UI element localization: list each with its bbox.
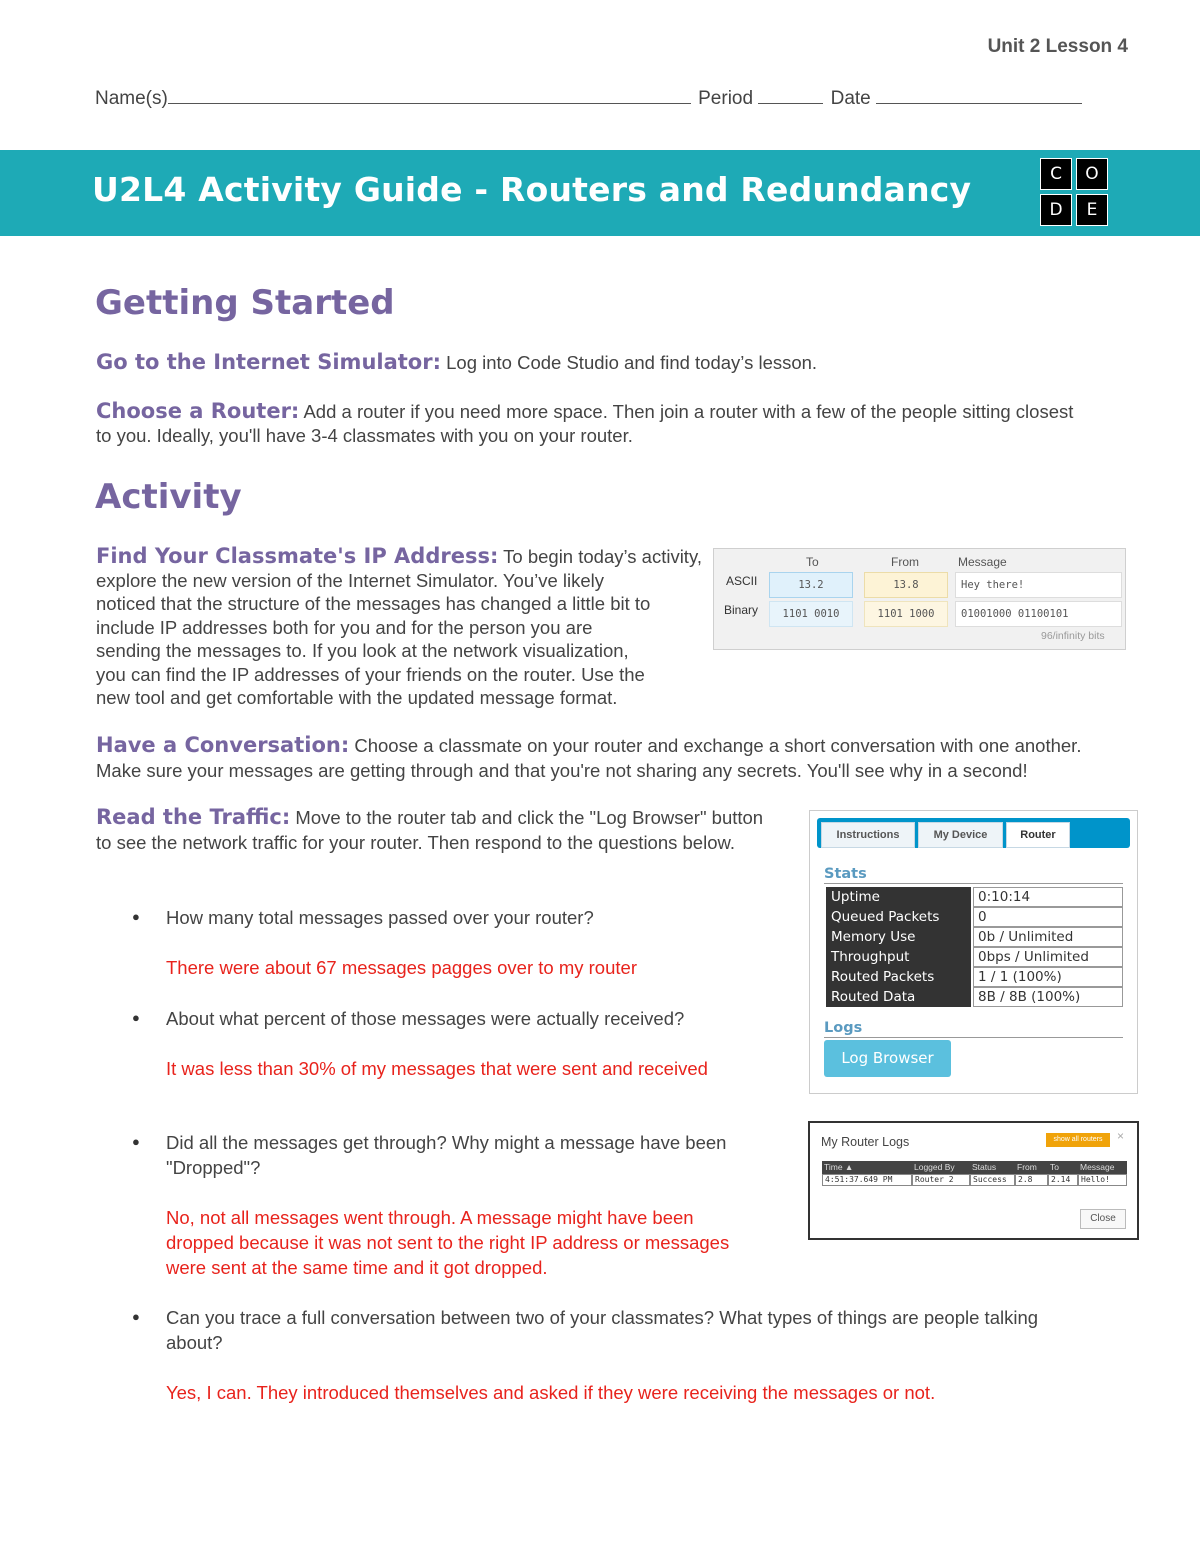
router-logs-title: My Router Logs [821, 1135, 910, 1149]
question-text: About what percent of those messages were actually received? [166, 1008, 685, 1029]
traffic-text-line1: Move to the router tab and click the "Log Browser" button [290, 807, 764, 828]
logo-letter-d: D [1040, 194, 1072, 226]
router-panel [809, 810, 1138, 1094]
question-4 [166, 1305, 1038, 1405]
stat-value: 0:10:14 [973, 887, 1123, 907]
stat-row [826, 907, 1123, 927]
message-ascii-field[interactable]: Hey there! [955, 572, 1122, 598]
period-label: Period [698, 88, 754, 109]
tab-router[interactable]: Router [1006, 822, 1070, 848]
internet-sim-text: Log into Code Studio and find today’s lesson. [440, 352, 818, 373]
stats-divider [824, 883, 1123, 884]
code-org-logo [1040, 158, 1110, 228]
question-text: "Dropped"? [166, 1157, 261, 1178]
bullet-icon: ● [132, 1309, 140, 1324]
find-ip-line: include IP addresses both for you and for the person you are [96, 616, 593, 638]
internet-sim-label: Go to the Internet Simulator: [96, 350, 441, 374]
row-binary-label: Binary [724, 603, 759, 617]
choose-router-text-line1: Add a router if you need more space. Then join a router with a few of the people sitting closest [299, 401, 1074, 422]
period-blank[interactable] [758, 87, 823, 104]
conversation-text-line1: Choose a classmate on your router and exchange a short conversation with one another. [349, 735, 1082, 756]
logs-heading: Logs [824, 1020, 863, 1036]
answer-text[interactable]: It was less than 30% of my messages that were sent and received [166, 1058, 708, 1079]
choose-router-label: Choose a Router: [96, 399, 300, 423]
stat-row [826, 927, 1123, 947]
choose-router-text-line2: to you. Ideally, you'll have 3-4 classmates with you on your router. [96, 425, 633, 446]
find-ip-line: noticed that the structure of the messages has changed a little bit to [96, 593, 651, 614]
logo-letter-e: E [1076, 194, 1108, 226]
conversation-text-line2: Make sure your messages are getting through and that you're not sharing any secrets. You'll see why in a second! [96, 760, 1028, 781]
stat-key: Uptime [826, 887, 971, 907]
date-label: Date [830, 88, 871, 109]
internet-sim-paragraph [96, 350, 817, 375]
log-header-time[interactable]: Time ▲ [822, 1161, 912, 1174]
question-3 [166, 1130, 729, 1280]
stat-value: 0bps / Unlimited [973, 947, 1123, 967]
from-binary-field[interactable]: 1101 1000 [864, 601, 948, 627]
log-header-status[interactable]: Status [970, 1161, 1015, 1174]
from-ascii-field[interactable]: 13.8 [864, 572, 948, 598]
logo-letter-o: O [1076, 158, 1108, 190]
activity-heading: Activity [95, 477, 242, 517]
message-binary-field[interactable]: 01001000 01100101 [955, 601, 1122, 627]
find-ip-line: sending the messages to. If you look at the network visualization, [96, 640, 629, 661]
answer-text[interactable]: were sent at the same time and it got dropped. [166, 1257, 548, 1278]
stat-value: 0 [973, 907, 1123, 927]
getting-started-heading: Getting Started [95, 283, 395, 323]
show-all-routers-button[interactable]: show all routers [1046, 1133, 1110, 1147]
answer-text[interactable]: Yes, I can. They introduced themselves and asked if they were receiving the messages or not. [166, 1382, 936, 1403]
log-header-from[interactable]: From [1015, 1161, 1048, 1174]
to-binary-field[interactable]: 1101 0010 [769, 601, 853, 627]
tab-instructions[interactable]: Instructions [821, 822, 915, 848]
bullet-icon: ● [132, 909, 140, 924]
row-ascii-label: ASCII [726, 574, 758, 588]
close-button[interactable]: Close [1080, 1209, 1126, 1229]
question-text: Did all the messages get through? Why might a message have been [166, 1132, 727, 1153]
conversation-paragraph [96, 733, 1081, 783]
stat-key: Memory Use [826, 927, 971, 947]
stat-row [826, 967, 1123, 987]
find-ip-paragraph [96, 544, 702, 710]
col-to-header: To [806, 555, 819, 569]
date-blank[interactable] [876, 87, 1082, 104]
stats-heading: Stats [824, 866, 867, 882]
find-ip-label: Find Your Classmate's IP Address: [96, 544, 499, 568]
log-cell-from: 2.8 [1015, 1174, 1048, 1186]
log-cell-message: Hello! [1078, 1174, 1127, 1186]
name-period-date-line [95, 87, 1082, 110]
question-text: Can you trace a full conversation between two of your classmates? What types of things are people talking [166, 1307, 1039, 1328]
stat-row [826, 987, 1123, 1007]
traffic-paragraph [96, 805, 763, 855]
log-cell-to: 2.14 [1048, 1174, 1078, 1186]
log-cell-status: Success [970, 1174, 1015, 1186]
conversation-label: Have a Conversation: [96, 733, 350, 757]
find-ip-line: explore the new version of the Internet Simulator. You’ve likely [96, 569, 605, 591]
stat-key: Throughput [826, 947, 971, 967]
to-ascii-field[interactable]: 13.2 [769, 572, 853, 598]
bullet-icon: ● [132, 1134, 140, 1149]
tab-my-device[interactable]: My Device [918, 822, 1003, 848]
stat-key: Routed Data [826, 987, 971, 1007]
unit-lesson-label: Unit 2 Lesson 4 [987, 36, 1128, 57]
question-text: about? [166, 1332, 223, 1353]
message-format-panel [713, 548, 1126, 650]
stat-key: Queued Packets [826, 907, 971, 927]
find-ip-line: new tool and get comfortable with the updated message format. [96, 687, 618, 708]
find-ip-line: To begin today’s activity, [498, 546, 702, 567]
close-icon[interactable]: × [1117, 1129, 1125, 1143]
col-message-header: Message [958, 555, 1007, 569]
log-header-to[interactable]: To [1048, 1161, 1078, 1174]
traffic-label: Read the Traffic: [96, 805, 291, 829]
logo-letter-c: C [1040, 158, 1072, 190]
router-tab-bar [817, 818, 1130, 848]
stat-value: 8B / 8B (100%) [973, 987, 1123, 1007]
log-header-logged-by[interactable]: Logged By [912, 1161, 970, 1174]
col-from-header: From [891, 555, 919, 569]
title-banner [0, 150, 1200, 236]
stat-row [826, 887, 1123, 907]
log-header-message[interactable]: Message [1078, 1161, 1127, 1174]
name-label: Name(s) [95, 88, 168, 109]
router-logs-dialog [808, 1121, 1139, 1240]
answer-text[interactable]: No, not all messages went through. A message might have been [166, 1207, 694, 1228]
question-1 [166, 905, 637, 980]
bullet-icon: ● [132, 1010, 140, 1025]
stat-row [826, 947, 1123, 967]
logs-divider [824, 1037, 1123, 1038]
stat-key: Routed Packets [826, 967, 971, 987]
name-blank[interactable] [168, 87, 691, 104]
question-text: How many total messages passed over your router? [166, 907, 594, 928]
find-ip-line: you can find the IP addresses of your friends on the router. Use the [96, 663, 645, 685]
answer-text[interactable]: There were about 67 messages pagges over to my router [166, 957, 637, 978]
page-title: U2L4 Activity Guide - Routers and Redundancy [92, 170, 972, 209]
choose-router-paragraph [96, 399, 1073, 448]
stat-value: 1 / 1 (100%) [973, 967, 1123, 987]
log-browser-button[interactable]: Log Browser [824, 1040, 951, 1077]
traffic-text-line2: to see the network traffic for your router. Then respond to the questions below. [96, 832, 735, 853]
bit-count: 96/infinity bits [1041, 630, 1105, 642]
stat-value: 0b / Unlimited [973, 927, 1123, 947]
answer-text[interactable]: dropped because it was not sent to the right IP address or messages [166, 1232, 730, 1253]
log-cell-logged-by: Router 2 [912, 1174, 970, 1186]
log-cell-time: 4:51:37.649 PM [822, 1174, 912, 1186]
question-2 [166, 1006, 708, 1081]
